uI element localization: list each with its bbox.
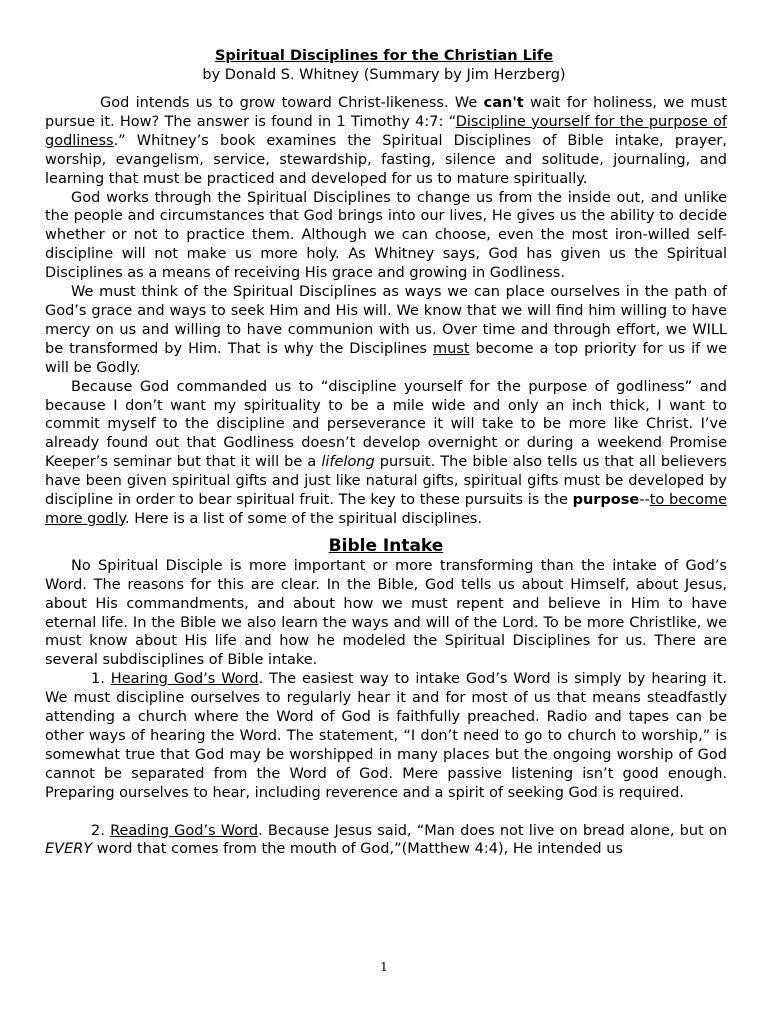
document-byline: by Donald S. Whitney (Summary by Jim Herzberg) (202, 67, 566, 83)
text-run: Reading God’s Word (110, 822, 259, 839)
text-run: Bible Intake (328, 535, 444, 556)
text-run: purpose (572, 492, 640, 509)
text-run: lifelong (321, 454, 375, 471)
text-run: . Because Jesus said, “Man does not live on bread alone, but on (258, 822, 728, 839)
text-run: . Here is a list of some of the spiritual disciplines. (125, 510, 482, 527)
text-run: EVERY (45, 841, 93, 858)
paragraph-item1 (45, 670, 727, 802)
text-run: must (432, 340, 470, 357)
text-run: Hearing God’s Word (110, 671, 259, 688)
text-run: to become more godly (45, 492, 727, 527)
page-number: 1 (380, 960, 388, 974)
paragraph-p5 (45, 557, 727, 670)
text-run: -- (639, 492, 650, 509)
text-run: Because God commanded us to “discipline yourself for the purpose of godliness” and because I don’t want my spirituality to be a mile wide and only an inch thick, I want to commit myself to the discipline and perseverance it will take to be more like Christ. I’ve already found out that Godliness doesn’t develop overnight or during a weekend Promise Keeper’s seminar but that it will be a (45, 378, 727, 471)
text-run: can't (483, 95, 524, 111)
text-run: God intends us to grow toward Christ-likeness. We (100, 95, 484, 111)
text-run: wait for holiness, we must pursue it. How? The answer is found in 1 Timothy 4:7: “ (45, 95, 727, 130)
text-run: No Spiritual Disciple is more important or more transforming than the intake of God’s Word. The reasons for this are clear. In the Bible, God tells us about Himself, about Jesus, about His commandments, and about how we must repent and believe in Him to have eternal life. In the Bible we also learn the ways and will of the Lord. To be more Christlike, we must know about His life and how he modeled the Spiritual Disciplines for us. There are several subdisciplines of Bible intake. (45, 557, 727, 669)
text-run: 2. (91, 822, 111, 839)
section-heading-bible-intake-heading (45, 537, 727, 556)
paragraph-item2 (45, 822, 727, 860)
document-title: Spiritual Disciplines for the Christian Life (214, 48, 554, 64)
paragraph-p2 (45, 189, 727, 284)
paragraph-p4 (45, 378, 727, 529)
paragraph-intro (45, 94, 727, 189)
text-run: God works through the Spiritual Disciplines to change us from the inside out, and unlike the people and circumstances that God brings into our lives, He gives us the ability to decide whether or not to practice them. Although we can choose, even the most iron-willed self-discipline will not make us more holy. As Whitney says, God has given us the Spiritual Disciplines as a means of receiving His grace and growing in Godliness. (45, 189, 727, 282)
document-body (45, 94, 727, 859)
text-run: . The easiest way to intake God’s Word is simply by hearing it. We must discipline ourselves to regularly hear it and for most of us that means steadfastly attending a church where the Word of God is faithfully preached. Radio and tapes can be other ways of hearing the Word. The statement, “I don’t need to go to church to worship,” is somewhat true that God may be worshipped in many places but the ongoing worship of God cannot be separated from the Word of God. Mere passive listening isn’t good enough. Preparing ourselves to hear, including reverence and a spirit of seeking God is required. (45, 671, 727, 801)
text-run: We must think of the Spiritual Disciplines as ways we can place ourselves in the path of God’s grace and ways to seek Him and His will. We know that we will find him willing to have mercy on us and willing to have communion with us. Over time and through effort, we WILL be transformed by Him. That is why the Disciplines (45, 284, 727, 357)
paragraph-p3 (45, 283, 727, 378)
text-run: pursuit. The bible also tells us that all believers have been given spiritual gifts and just like natural gifts, spiritual gifts must be developed by discipline in order to bear spiritual fruit. The key to these pursuits is the (45, 454, 727, 509)
text-run: become a top priority for us if we will be Godly. (45, 340, 727, 376)
paragraph-spacer (45, 803, 727, 822)
text-run: .” Whitney’s book examines the Spiritual Disciplines of Bible intake, prayer, worship, evangelism, service, stewardship, fasting, silence and solitude, journaling, and learning that must be practiced and developed for us to mature spiritually. (45, 132, 727, 187)
text-run: word that comes from the mouth of God,”(Matthew 4:4), He intended us (92, 841, 623, 858)
text-run: Discipline yourself for the purpose of godliness (45, 113, 727, 149)
text-run: 1. (91, 671, 111, 688)
